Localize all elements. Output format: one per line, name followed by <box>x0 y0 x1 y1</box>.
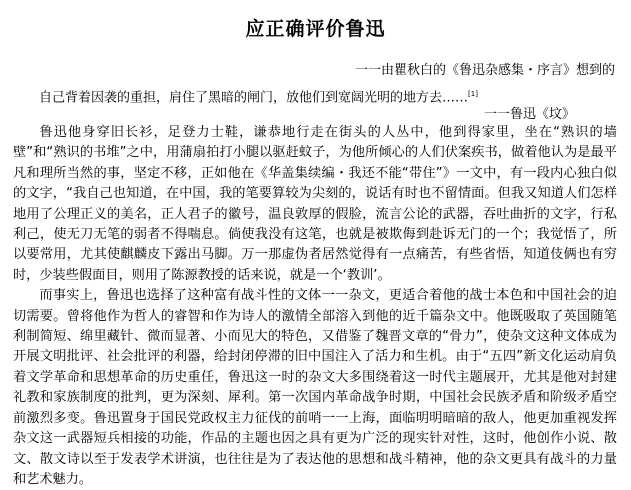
epigraph-source: 一一由瞿秋白的《鲁迅杂感集・序言》想到的 <box>354 63 615 78</box>
paragraph: 而事实上，鲁迅也选择了这种富有战斗性的文体一一杂文，更适合着他的战士本色和中国社会的迫切需要。曾将他作为哲人的睿智和作为诗人的激情全部溶入到他的近千篇杂文中。他既吸取了英国随笔利制简短、绵里藏针、微而显著、小而见大的特色，又借鉴了魏晋文章的“骨力”，使杂文这种文体成为开展文明批评、社会批评的利器，给封闭停滞的旧中国注入了活力和生机。由于“五四”新文化运动肩负着文学革命和思想革命的历史重任，鲁迅这一时的杂文大多围绕着这一时代主题展开，尤其是他对封建礼教和家族制度的批判，更为深刻、犀利。第一次国内革命战争时期，中国社会民族矛盾和阶级矛盾空前激烈多变。鲁迅置身于国民党政权主力征伐的前哨一一上海，面临明明暗暗的敌人，他更加重视发挥杂文这一武器短兵相接的功能，作品的主题也因之具有更为广泛的现实针对性，这时，他创作小说、散文、散文诗以至于发表学术讲演，也往往是为了表达他的思想和战斗精神，他的杂文更具有战斗的力量和艺术魅力。 <box>13 288 617 487</box>
epigraph-quote: 自己背着因袭的重担，肩住了黑暗的闸门，放他们到宽阔光明的地方去…… <box>39 90 469 106</box>
epigraph-attribution: 一一鲁迅《坟》 <box>483 107 575 122</box>
paragraph: 鲁迅他身穿旧长衫，足登力士鞋，谦恭地行走在街头的人丛中，他到得家里，坐在“熟识的墙壁”和“熟识的书堆”之中，用蒲扇拍打小腿以驱赶蚊子，为他所倾心的人们伏案疾书，做着他认为是最平凡和理所当然的事，坚定不移，正如他在《华盖集续编・我还不能“带住”》一文中，有一段内心独白似的文字，“我自己也知道，在中国，我的笔要算较为尖刻的，说话有时也不留情面。但我又知道人们怎样地用了公理正义的美名，正人君子的徽号，温良敦厚的假脸，流言公论的武器，吞吐曲折的文字，行私利己，使无刀无笔的弱者不得喘息。倘使我没有这笔，也就是被欺侮到赴诉无门的一个；我觉悟了，所以要常用，尤其使麒麟皮下露出马脚。万一那虚伪者居然觉得有一点痛苦，有些省悟，知道伎俩也有穷时，少装些假面目，则用了陈源教授的话来说，就是一个‘教训’。 <box>13 125 617 283</box>
body-text <box>13 123 617 490</box>
document-title: 应正确评价鲁迅 <box>245 18 386 40</box>
epigraph-quote-line <box>39 85 478 107</box>
footnote-marker[interactable]: [1] <box>468 90 478 98</box>
